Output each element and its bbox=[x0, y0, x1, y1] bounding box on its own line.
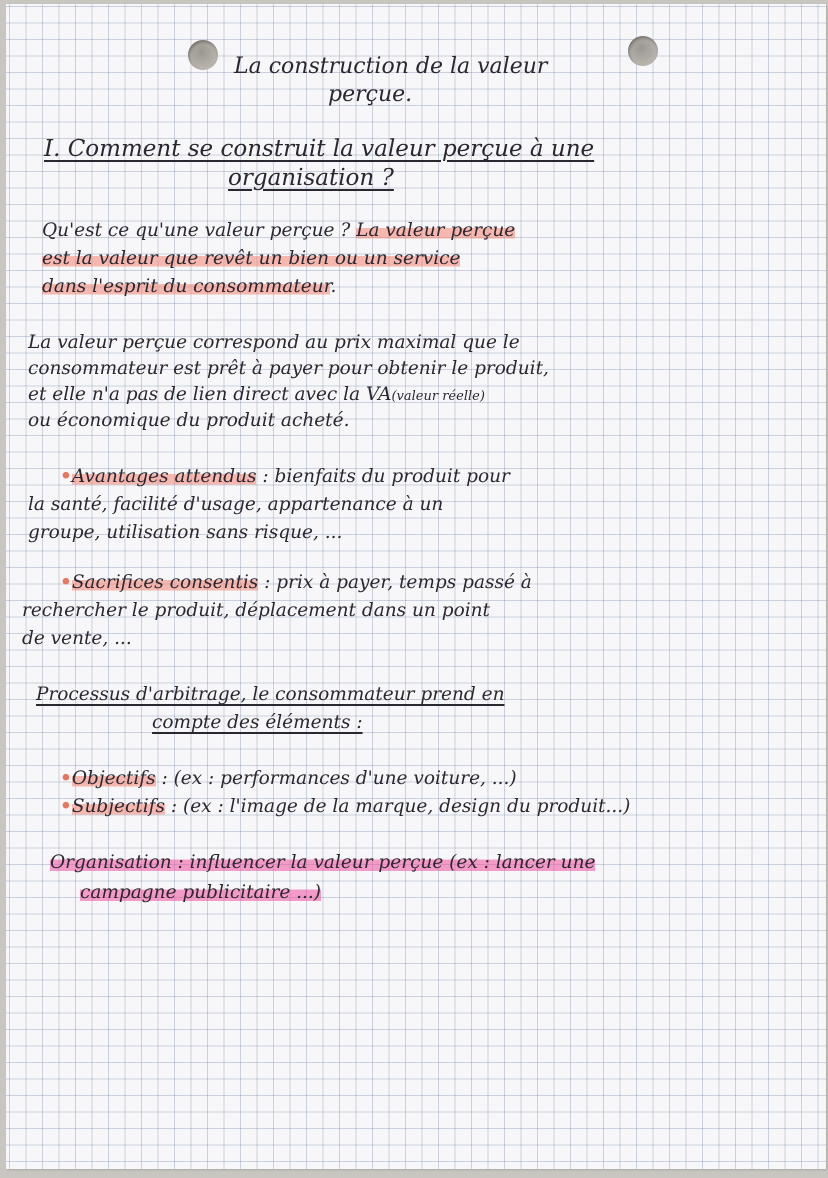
title-line-1: La construction de la valeur bbox=[234, 54, 548, 79]
avantages-line-2: la santé, facilité d'usage, appartenance à un bbox=[28, 494, 444, 515]
objectifs-line bbox=[60, 770, 517, 789]
organisation-line-1 bbox=[50, 854, 595, 873]
avantages-line-1 bbox=[60, 468, 510, 487]
definition-period: . bbox=[330, 276, 337, 297]
paragraph-line-2: consommateur est prêt à payer pour obtenir le produit, bbox=[28, 358, 549, 379]
paragraph-line-3 bbox=[28, 386, 485, 405]
paragraph-line-4: ou économique du produit acheté. bbox=[28, 410, 350, 431]
section-heading-line-2: organisation ? bbox=[228, 165, 394, 191]
bullet-icon: • bbox=[60, 768, 72, 789]
sacrifices-line-3: de vente, ... bbox=[22, 628, 132, 649]
definition-line-3 bbox=[42, 278, 336, 297]
punch-hole-left bbox=[188, 40, 218, 70]
subjectifs-line bbox=[60, 798, 630, 817]
section-heading-line-1: I. Comment se construit la valeur perçue à une bbox=[44, 136, 595, 162]
definition-line-2 bbox=[42, 250, 460, 269]
title-line-2: perçue. bbox=[328, 82, 413, 107]
organisation-highlight-1: Organisation : influencer la valeur perçue (ex : lancer une bbox=[50, 852, 596, 873]
objectifs-rest: : (ex : performances d'une voiture, ...) bbox=[155, 768, 517, 789]
sacrifices-line-2: rechercher le produit, déplacement dans un point bbox=[22, 600, 490, 621]
sacrifices-line-1 bbox=[60, 574, 532, 593]
notebook-page bbox=[6, 4, 826, 1169]
paragraph-line-1: La valeur perçue correspond au prix maximal que le bbox=[28, 332, 520, 353]
objectifs-label: Objectifs bbox=[71, 768, 156, 789]
paragraph-line-3-text: et elle n'a pas de lien direct avec la VA bbox=[28, 384, 392, 405]
avantages-line-1-rest: : bienfaits du produit pour bbox=[256, 466, 510, 487]
avantages-label: Avantages attendus bbox=[71, 466, 257, 487]
processus-line-2: compte des éléments : bbox=[152, 712, 363, 733]
bullet-icon: • bbox=[60, 572, 72, 593]
avantages-line-3: groupe, utilisation sans risque, ... bbox=[28, 522, 343, 543]
paragraph-line-3-note: (valeur réelle) bbox=[391, 389, 485, 404]
subjectifs-rest: : (ex : l'image de la marque, design du produit...) bbox=[165, 796, 631, 817]
definition-answer-start: La valeur perçue bbox=[356, 220, 516, 241]
organisation-line-2 bbox=[80, 884, 321, 903]
definition-answer-middle: est la valeur que revêt un bien ou un service bbox=[42, 248, 461, 269]
sacrifices-label: Sacrifices consentis bbox=[71, 572, 259, 593]
definition-question: Qu'est ce qu'une valeur perçue ? bbox=[42, 220, 351, 241]
punch-hole-right bbox=[628, 36, 658, 66]
sacrifices-line-1-rest: : prix à payer, temps passé à bbox=[258, 572, 532, 593]
bullet-icon: • bbox=[60, 466, 72, 487]
definition-line-1 bbox=[42, 222, 515, 241]
organisation-highlight-2: campagne publicitaire ...) bbox=[80, 882, 322, 903]
definition-answer-end: dans l'esprit du consommateur bbox=[42, 276, 331, 297]
bullet-icon: • bbox=[60, 796, 72, 817]
subjectifs-label: Subjectifs bbox=[71, 796, 165, 817]
processus-line-1: Processus d'arbitrage, le consommateur prend en bbox=[36, 684, 505, 705]
